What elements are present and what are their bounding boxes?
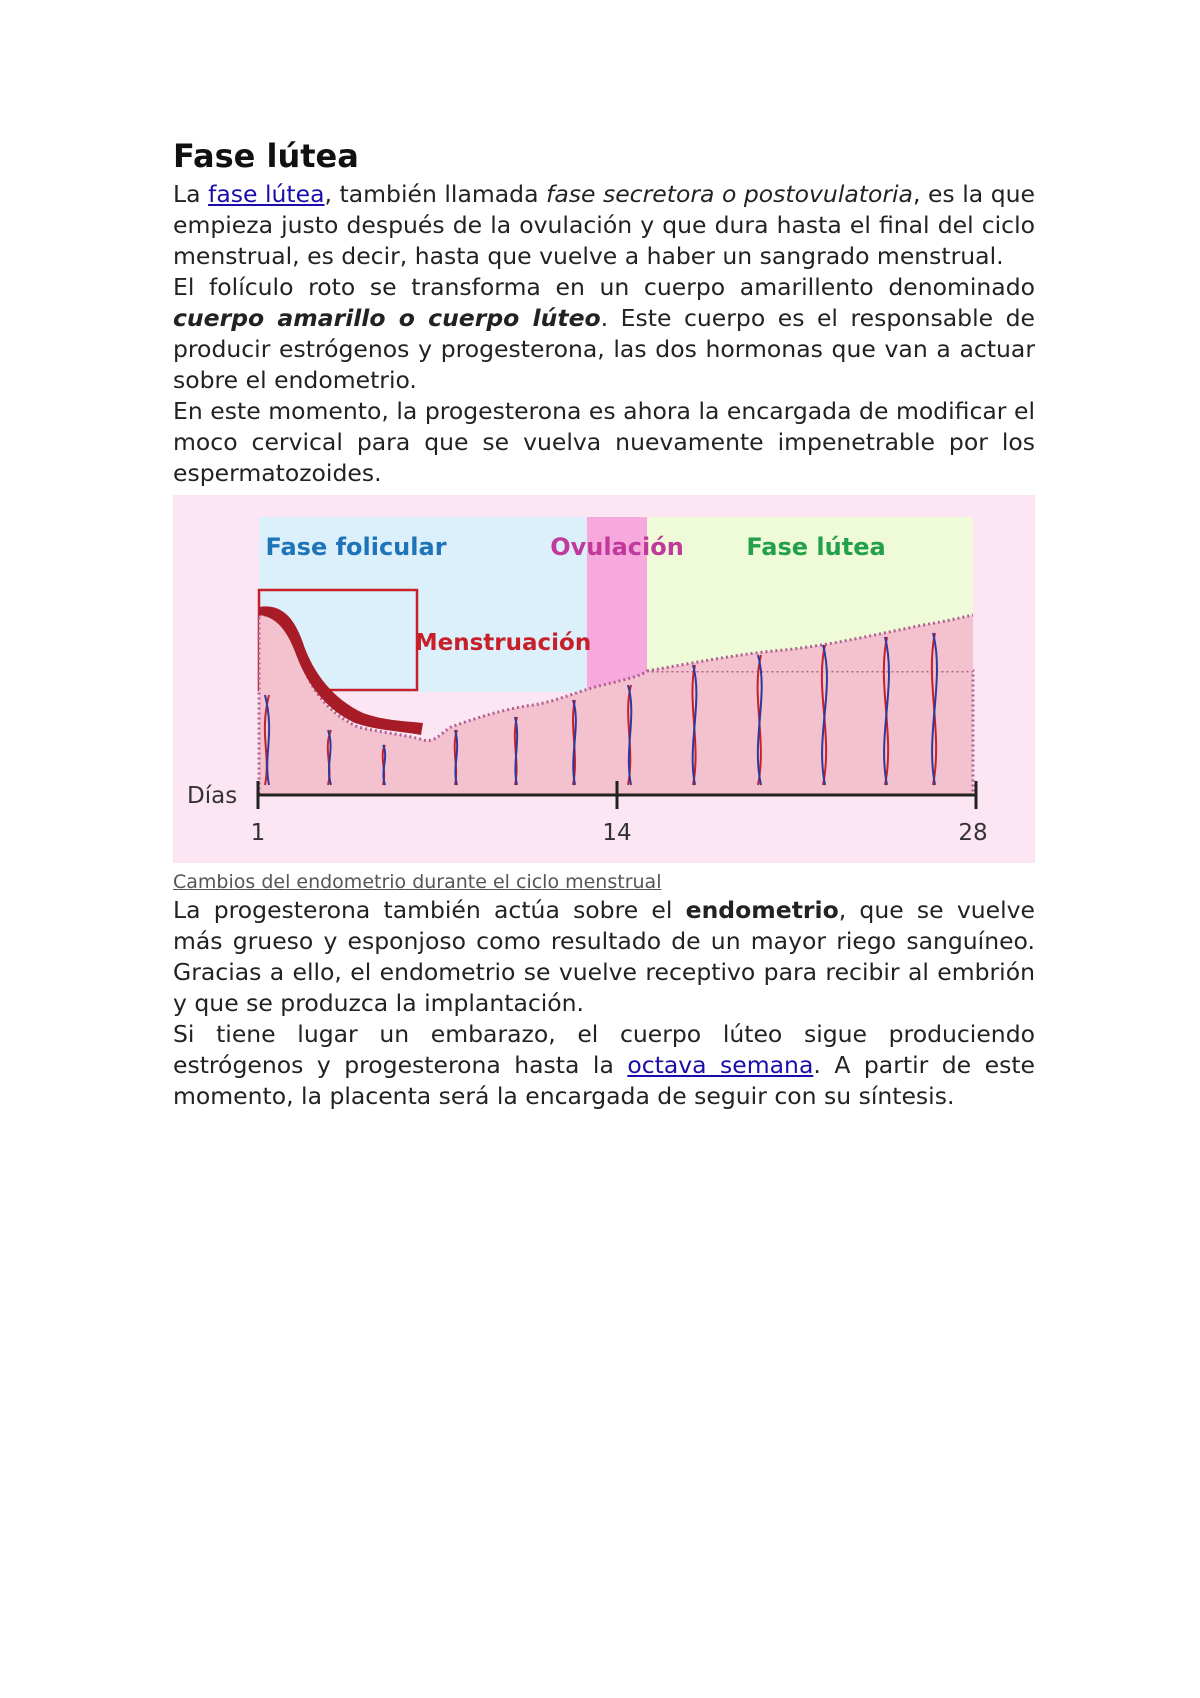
text: , es la que empieza justo después de la ovulación y que dura hasta el final del ciclo menstrual, es decir, hasta que vuelve a haber un sangrado menstrual. — [173, 180, 1035, 270]
emphasis-text: fase secretora o postovulatoria — [546, 180, 913, 208]
label-dias: Días — [187, 783, 238, 809]
endometrium-cycle-figure — [173, 495, 1035, 863]
link-octava-semana[interactable]: octava semana — [627, 1051, 814, 1079]
text: La — [173, 180, 209, 208]
paragraph-moco-cervical: En este momento, la progesterona es ahora la encargada de modificar el moco cervical para que se vuelva nuevamente impenetrable por los espermatozoides. — [173, 397, 1035, 487]
label-menstruacion: Menstruación — [414, 630, 592, 656]
section-heading: Fase lútea — [173, 137, 359, 175]
label-day-28: 28 — [958, 820, 988, 846]
paragraph-endometrio — [173, 895, 1035, 1019]
paragraph-intro — [173, 179, 1035, 272]
text: . A partir de este momento, la placenta será la encargada de seguir con su síntesis. — [173, 1051, 1036, 1110]
strong-text: endometrio — [685, 896, 839, 924]
endometrium-illustration — [173, 495, 1035, 863]
label-ovulacion: Ovulación — [550, 533, 684, 561]
text: , que se vuelve más grueso y esponjoso como resultado de un mayor riego sanguíneo. Gracias a ello, el endometrio se vuelve receptivo para recibir al embrión y que se produzca la implantación. — [173, 896, 1035, 1017]
document — [173, 137, 1035, 1112]
label-fase-lutea: Fase lútea — [746, 533, 886, 561]
text: , también llamada — [324, 180, 547, 208]
strong-emphasis-text: cuerpo amarillo o cuerpo lúteo — [173, 304, 601, 332]
paragraph-embarazo — [173, 1019, 1035, 1112]
label-day-1: 1 — [250, 820, 266, 846]
figure-caption-link[interactable]: Cambios del endometrio durante el ciclo menstrual — [173, 871, 662, 893]
text: . Este cuerpo es el responsable de producir estrógenos y progesterona, las dos hormonas que van a actuar sobre el endometrio. — [173, 304, 1035, 394]
link-fase-lutea[interactable]: fase lútea — [208, 180, 325, 208]
label-day-14: 14 — [602, 820, 632, 846]
text: La progesterona también actúa sobre el — [173, 896, 686, 924]
paragraph-cuerpo-luteo — [173, 272, 1035, 396]
text: El folículo roto se transforma en un cuerpo amarillento denominado — [173, 273, 1035, 301]
label-fase-folicular: Fase folicular — [265, 533, 447, 561]
text: Si tiene lugar un embarazo, el cuerpo lúteo sigue produciendo estrógenos y progesterona hasta la — [173, 1020, 1035, 1079]
